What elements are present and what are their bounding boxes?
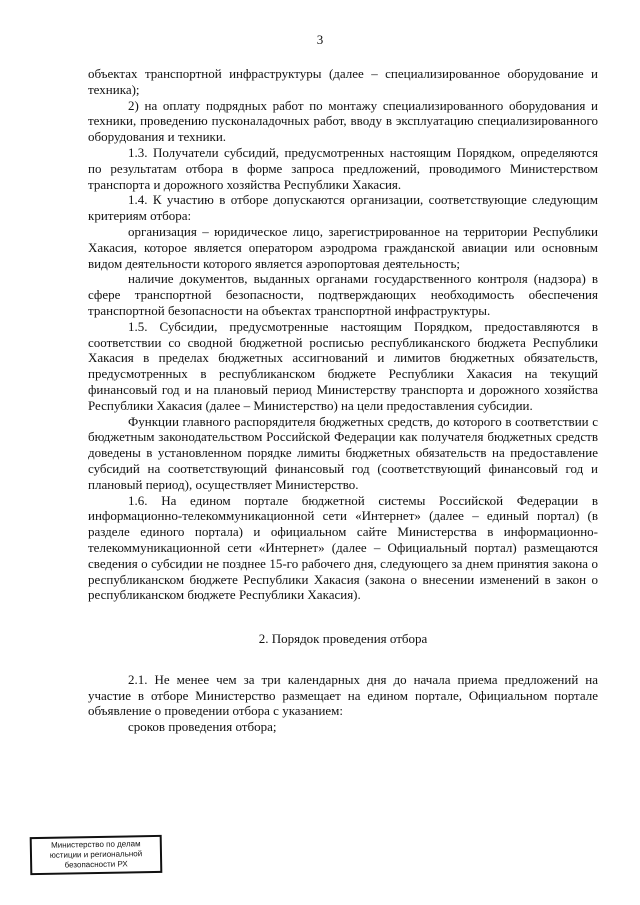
paragraph: 1.3. Получатели субсидий, предусмотренных настоящим Порядком, определяются по результатам отбора в форме запроса предложений, проводимого Министерством транспорта и дорожного хозяйства Республики Хакасия. <box>88 144 598 192</box>
document-body <box>88 66 598 735</box>
paragraph: 1.5. Субсидии, предусмотренные настоящим Порядком, предоставляются в соответствии со сводной бюджетной росписью республиканского бюджета Республики Хакасия в пределах бюджетных ассигнований и лимитов бюджетных обязательств, предусмотренных в республиканском бюджете Республики Хакасия на текущий финансовый год и на плановый период Министерству транспорта и дорожного хозяйства Республики Хакасия (далее – Министерство) на цели предоставления субсидии. <box>88 318 598 413</box>
paragraph: объектах транспортной инфраструктуры (далее – специализированное оборудование и техника); <box>88 66 598 97</box>
stamp-line: Министерство по делам <box>51 839 141 850</box>
paragraph: 1.6. На едином портале бюджетной системы Российской Федерации в информационно-телекоммуникационной сети «Интернет» (далее – единый портал) (в разделе единого портала) и официальном сайте Министерства в информационно-телекоммуникационной сети «Интернет» (далее – Официальный портал) размещаются сведения о субсидии не позднее 15-го рабочего дня, следующего за днем принятия закона о республиканском бюджете Республики Хакасия (закона о внесении изменений в закон о республиканском бюджете Республики Хакасия). <box>88 492 598 603</box>
paragraph: Функции главного распорядителя бюджетных средств, до которого в соответствии с бюджетным законодательством Российской Федерации как получателя бюджетных средств доведены в установленном порядке лимиты бюджетных обязательств на предоставление субсидий на соответствующий финансовый год (соответствующий финансовый год и плановый период), осуществляет Министерство. <box>88 413 598 492</box>
paragraph: 2.1. Не менее чем за три календарных дня до начала приема предложений на участие в отборе Министерство размещает на едином портале, Официальном портале объявление о проведении отбора с указанием: <box>88 671 598 719</box>
section-title: 2. Порядок проведения отбора <box>258 631 428 647</box>
section-2-paragraphs <box>88 672 598 735</box>
registration-stamp <box>30 835 163 875</box>
page-number: 3 <box>316 32 324 47</box>
paragraph: сроков проведения отбора; <box>128 719 277 735</box>
stamp-line: юстиции и региональной <box>49 849 143 860</box>
stamp-line: безопасности РХ <box>64 859 128 870</box>
paragraph: 2) на оплату подрядных работ по монтажу специализированного оборудования и техники, проведению пусконаладочных работ, вводу в эксплуатацию специализированного оборудования и техники. <box>88 97 598 145</box>
paragraph: организация – юридическое лицо, зарегистрированное на территории Республики Хакасия, которое является оператором аэродрома гражданской авиации или основным видом деятельности которого является аэропортовая деятельность; <box>88 223 598 271</box>
section-1-paragraphs <box>88 66 598 603</box>
paragraph: 1.4. К участию в отборе допускаются организации, соответствующие следующим критериям отбора: <box>88 192 598 224</box>
paragraph: наличие документов, выданных органами государственного контроля (надзора) в сфере транспортной безопасности, подтверждающих необходимость обеспечения транспортной безопасности на объектах транспортной инфраструктуры. <box>88 271 598 318</box>
